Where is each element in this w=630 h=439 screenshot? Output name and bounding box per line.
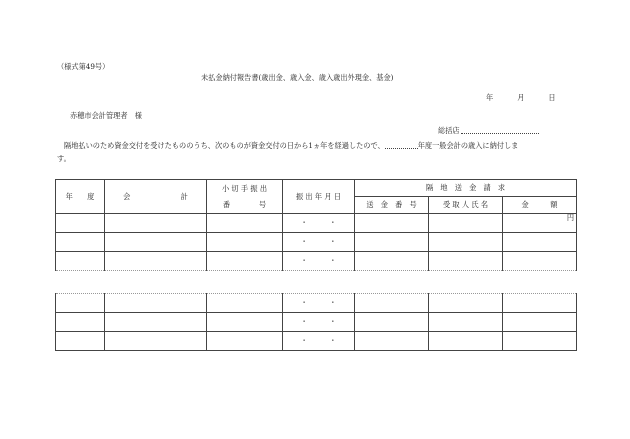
cell-account[interactable] (105, 313, 207, 332)
header-check-number-line2: 番 号 (222, 200, 267, 209)
header-remittance-number: 送 金 番 号 (355, 197, 429, 214)
header-issue-date: 振 出 年 月 日 (283, 180, 355, 214)
date-line (486, 94, 556, 101)
cell-issue-date[interactable]: ・ ・ (283, 332, 355, 351)
cell-issue-date[interactable]: ・ ・ (283, 233, 355, 252)
cell-recipient[interactable] (429, 252, 503, 271)
body-text-after-blank: 年度一般会計の歳入に納付しま (417, 140, 519, 150)
cell-account[interactable] (105, 294, 207, 313)
cell-recipient[interactable] (429, 214, 503, 233)
cell-fiscal-year[interactable] (56, 233, 105, 252)
branch-blank[interactable] (461, 125, 539, 134)
header-account: 会 計 (105, 180, 207, 214)
cell-account[interactable] (105, 332, 207, 351)
cell-remittance-number[interactable] (355, 294, 429, 313)
cell-check-number[interactable] (207, 332, 283, 351)
cell-amount[interactable] (503, 332, 577, 351)
cell-fiscal-year[interactable] (56, 252, 105, 271)
cell-check-number[interactable] (207, 233, 283, 252)
addressee: 赤穂市会計管理者 様 (70, 111, 142, 120)
cell-account[interactable] (105, 233, 207, 252)
form-number: （様式第49号） (57, 62, 110, 71)
cell-remittance-number[interactable] (355, 214, 429, 233)
fiscal-year-blank[interactable] (385, 140, 418, 149)
cell-issue-date[interactable]: ・ ・ (283, 313, 355, 332)
cell-remittance-number[interactable] (355, 233, 429, 252)
header-remote-remittance: 隔 地 送 金 請 求 (355, 180, 577, 197)
cell-amount[interactable] (503, 233, 577, 252)
branch-line (438, 125, 539, 134)
cell-recipient[interactable] (429, 233, 503, 252)
cell-amount[interactable] (503, 313, 577, 332)
date-month-label: 月 (517, 93, 525, 102)
document-title: 未払金納付報告書(歳出金、歳入金、歳入歳出外現金、基金) (201, 73, 394, 82)
cell-check-number[interactable] (207, 214, 283, 233)
cell-issue-date[interactable]: ・ ・ (283, 294, 355, 313)
cell-fiscal-year[interactable] (56, 214, 105, 233)
cell-account[interactable] (105, 252, 207, 271)
cell-check-number[interactable] (207, 252, 283, 271)
cell-amount[interactable] (503, 252, 577, 271)
header-recipient: 受 取 人 氏 名 (429, 197, 503, 214)
cell-fiscal-year[interactable] (56, 294, 105, 313)
cell-recipient[interactable] (429, 294, 503, 313)
table-row (56, 332, 577, 351)
header-fiscal-year: 年 度 (56, 180, 105, 214)
report-table-bottom (55, 293, 577, 351)
cell-issue-date[interactable]: ・ ・ (283, 252, 355, 271)
cell-recipient[interactable] (429, 332, 503, 351)
body-text-line2: す。 (57, 154, 71, 163)
header-check-number-line1: 小 切 手 振 出 (221, 183, 268, 193)
cell-remittance-number[interactable] (355, 252, 429, 271)
cell-fiscal-year[interactable] (56, 313, 105, 332)
table-row (56, 294, 577, 313)
cell-account[interactable] (105, 214, 207, 233)
cell-recipient[interactable] (429, 313, 503, 332)
cell-check-number[interactable] (207, 294, 283, 313)
header-check-number (207, 180, 283, 214)
cell-remittance-number[interactable] (355, 332, 429, 351)
yen-unit: 円 (566, 213, 575, 222)
table-row (56, 313, 577, 332)
table-row (56, 252, 577, 271)
cell-remittance-number[interactable] (355, 313, 429, 332)
body-text-line1 (64, 140, 518, 149)
body-text-before-blank: 隔地払いのため資金交付を受けたもののうち、次のものが資金交付の日から1ヵ年を経過したので、 (64, 140, 385, 150)
branch-label: 総括店 (438, 125, 460, 135)
report-table-top (55, 179, 577, 271)
date-day-label: 日 (548, 93, 556, 102)
table-row (56, 214, 577, 233)
cell-fiscal-year[interactable] (56, 332, 105, 351)
cell-check-number[interactable] (207, 313, 283, 332)
cell-amount[interactable] (503, 294, 577, 313)
header-amount: 金 額 (503, 197, 577, 214)
table-row (56, 233, 577, 252)
cell-amount[interactable] (503, 214, 577, 233)
cell-issue-date[interactable]: ・ ・ (283, 214, 355, 233)
date-year-label: 年 (486, 93, 494, 102)
